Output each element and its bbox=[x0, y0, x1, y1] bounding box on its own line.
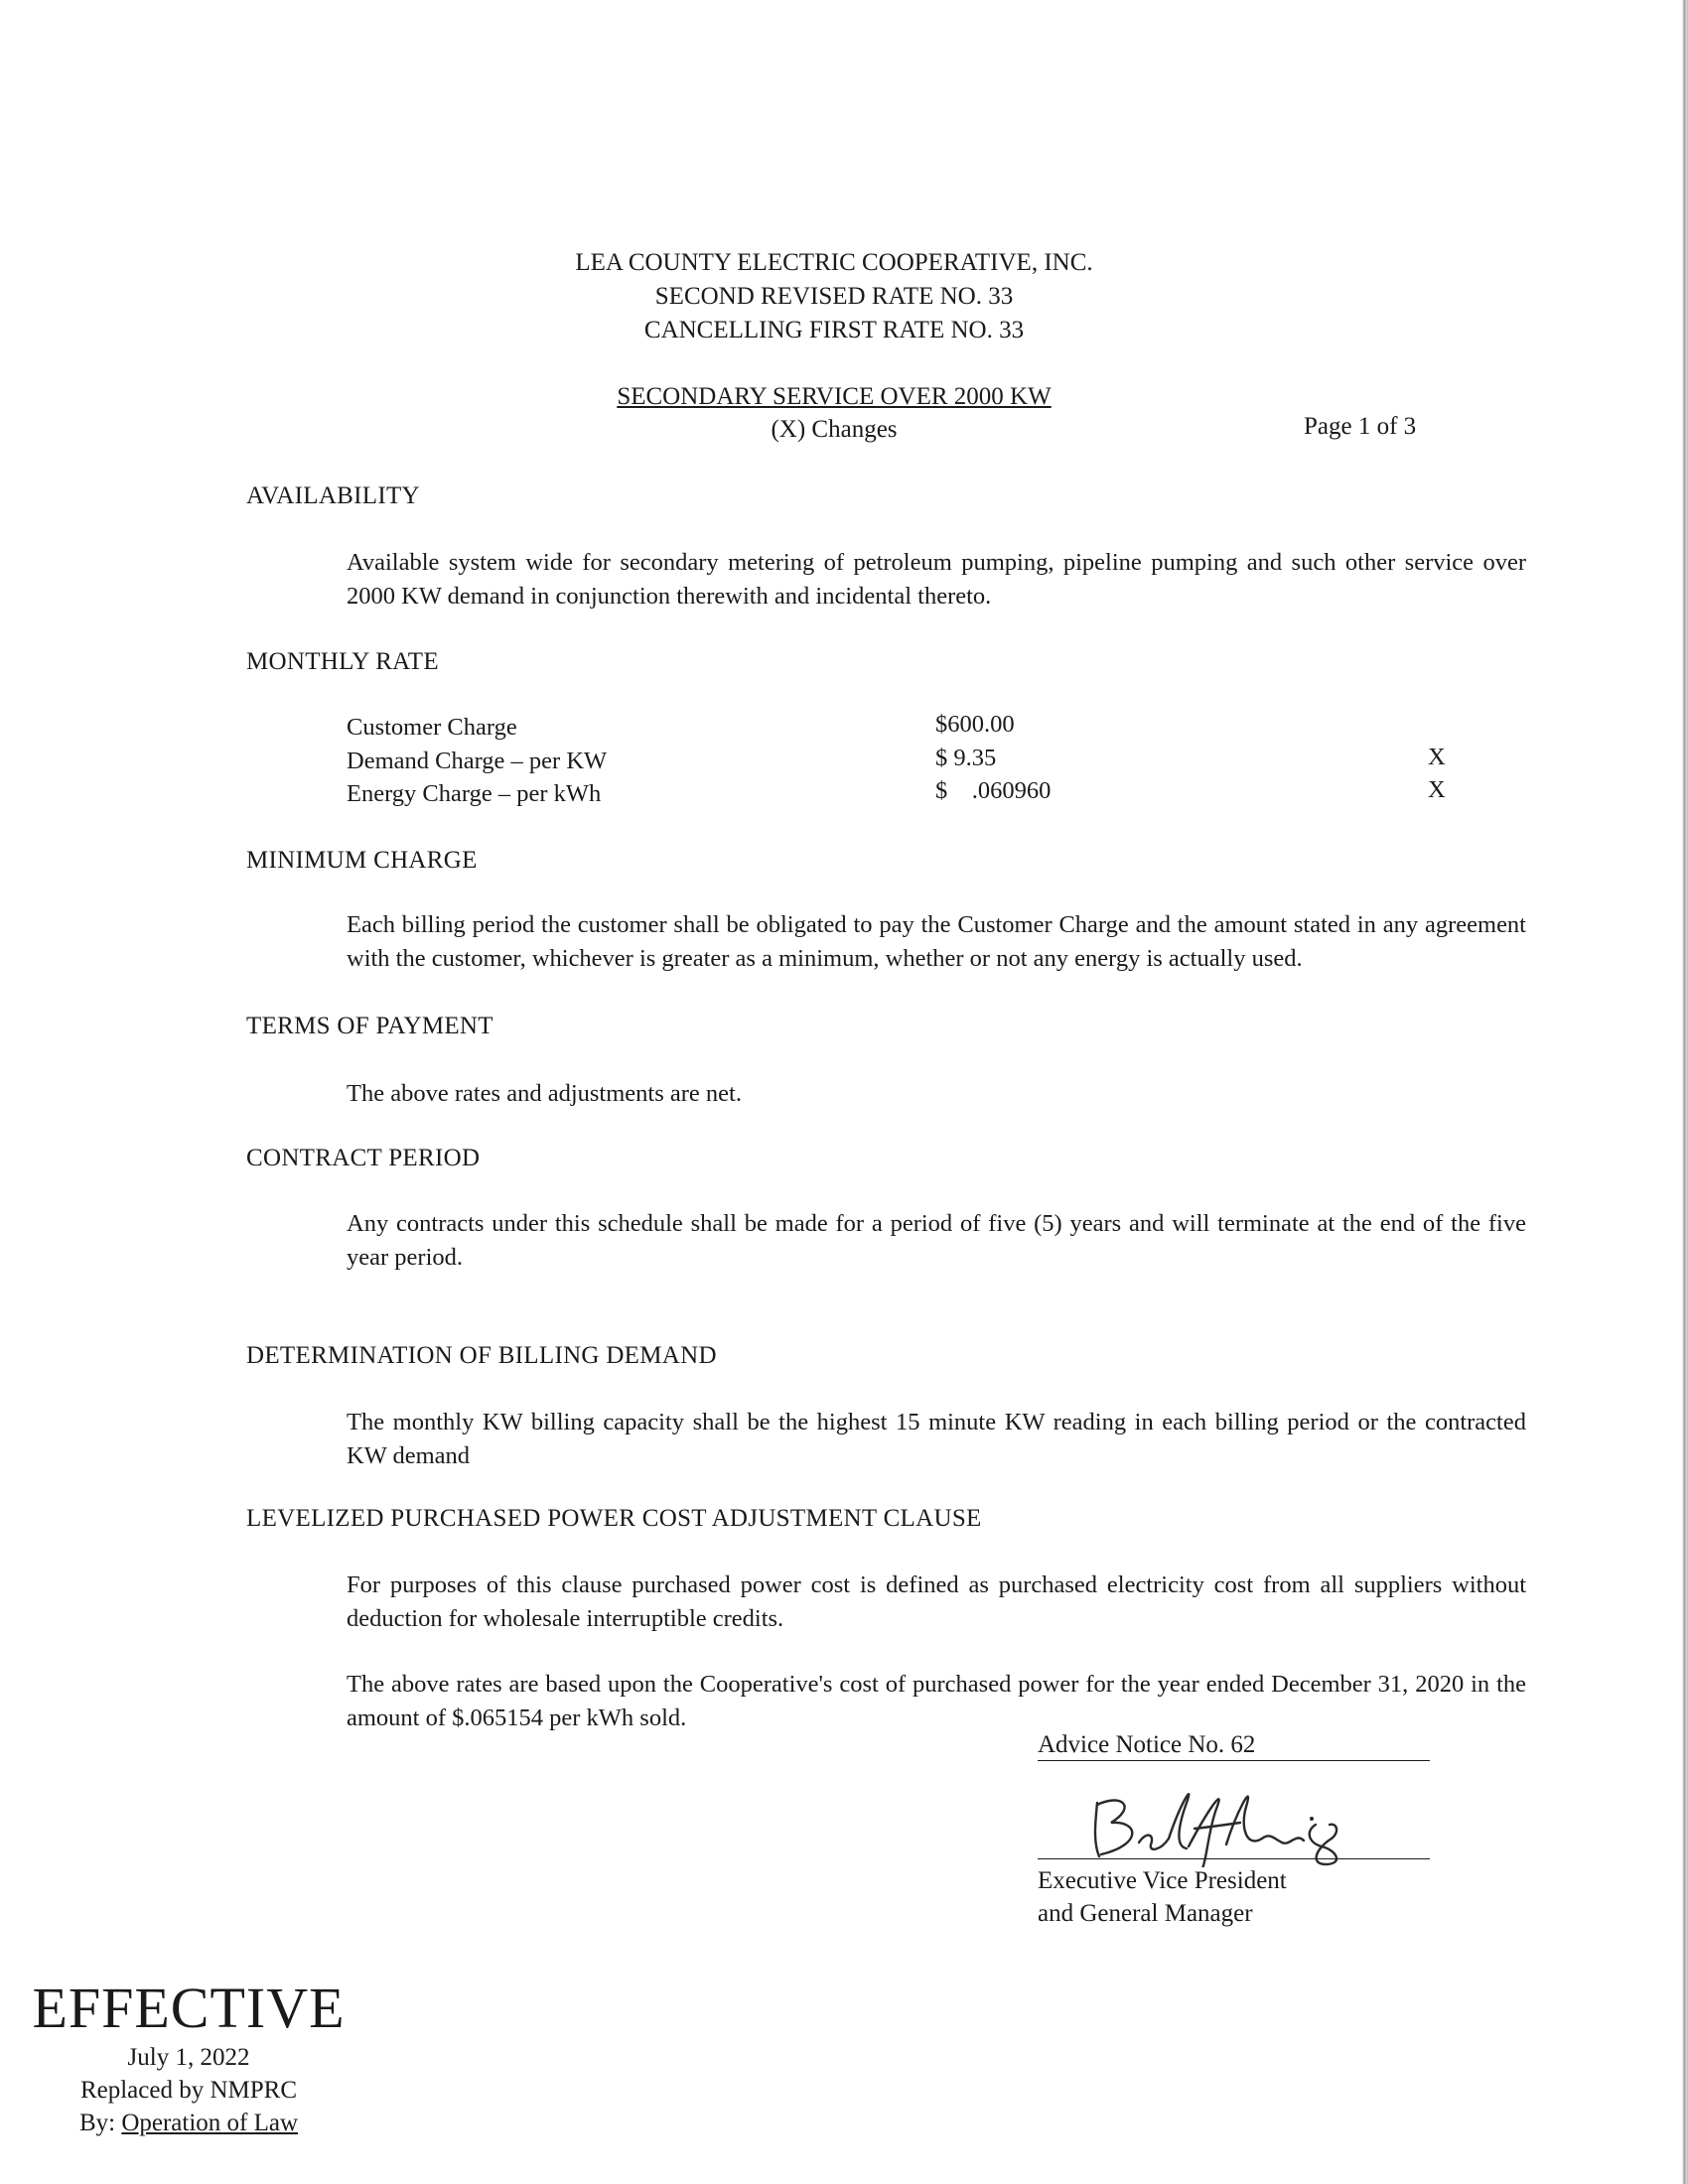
stamp-by-value: Operation of Law bbox=[121, 2110, 299, 2136]
stamp-date: July 1, 2022 bbox=[127, 2044, 250, 2071]
cancelling-rate: CANCELLING FIRST RATE NO. 33 bbox=[643, 317, 1025, 343]
company-name: LEA COUNTY ELECTRIC COOPERATIVE, INC. bbox=[575, 249, 1093, 276]
monthly-rate-heading: MONTHLY RATE bbox=[246, 648, 439, 675]
signer-title-line1: Executive Vice President bbox=[1038, 1867, 1287, 1894]
handwritten-signature bbox=[1077, 1773, 1365, 1867]
signer-title-line2: and General Manager bbox=[1038, 1900, 1253, 1927]
availability-heading: AVAILABILITY bbox=[246, 482, 420, 509]
changes-note: (X) Changes bbox=[771, 416, 898, 443]
energy-charge-value: $ .060960 bbox=[935, 777, 1052, 804]
stamp-replaced: Replaced by NMPRC bbox=[79, 2077, 298, 2104]
contract-period-text: Any contracts under this schedule shall be made for a period of five (5) years and will terminate at the end of the five year period. bbox=[347, 1210, 1526, 1271]
contract-period-heading: CONTRACT PERIOD bbox=[246, 1145, 481, 1171]
scan-edge bbox=[1682, 0, 1688, 2184]
service-title: SECONDARY SERVICE OVER 2000 KW bbox=[617, 383, 1052, 410]
minimum-charge-heading: MINIMUM CHARGE bbox=[246, 847, 478, 874]
customer-charge-label: Customer Charge bbox=[347, 714, 517, 741]
billing-demand-heading: DETERMINATION OF BILLING DEMAND bbox=[246, 1342, 717, 1369]
stamp-status: EFFECTIVE bbox=[32, 1976, 346, 2040]
ppca-definition-text: For purposes of this clause purchased power cost is defined as purchased electricity cost from all suppliers without deduction for wholesale interruptible credits. bbox=[347, 1571, 1526, 1632]
demand-charge-value: $ 9.35 bbox=[935, 745, 997, 771]
demand-charge-label: Demand Charge – per KW bbox=[347, 748, 608, 774]
document-header bbox=[0, 246, 1668, 347]
energy-charge-change-mark: X bbox=[1428, 776, 1446, 803]
ppca-heading: LEVELIZED PURCHASED POWER COST ADJUSTMENT CLAUSE bbox=[246, 1505, 982, 1532]
customer-charge-value: $600.00 bbox=[935, 711, 1015, 738]
advice-notice: Advice Notice No. 62 bbox=[1038, 1731, 1430, 1761]
minimum-charge-text: Each billing period the customer shall be obligated to pay the Customer Charge and the amount stated in any agreement with the customer, whichever is greater as a minimum, whether or not any energy is actually used. bbox=[347, 911, 1526, 972]
ppca-basis-text: The above rates are based upon the Cooperative's cost of purchased power for the year ended December 31, 2020 in the amount of $.065154 per kWh sold. bbox=[347, 1671, 1526, 1731]
availability-text: Available system wide for secondary metering of petroleum pumping, pipeline pumping and such other service over 2000 KW demand in conjunction therewith and incidental thereto. bbox=[347, 549, 1526, 610]
effective-stamp bbox=[20, 1976, 357, 2139]
stamp-by bbox=[20, 2107, 357, 2139]
energy-charge-label: Energy Charge – per kWh bbox=[347, 780, 602, 807]
terms-of-payment-text: The above rates and adjustments are net. bbox=[347, 1080, 742, 1107]
signature-line bbox=[1038, 1858, 1430, 1859]
stamp-by-prefix: By: bbox=[78, 2110, 122, 2136]
terms-of-payment-heading: TERMS OF PAYMENT bbox=[246, 1013, 493, 1039]
billing-demand-text: The monthly KW billing capacity shall be the highest 15 minute KW reading in each billing period or the contracted KW demand bbox=[347, 1409, 1526, 1469]
demand-charge-change-mark: X bbox=[1428, 744, 1446, 770]
page-number: Page 1 of 3 bbox=[1304, 413, 1417, 440]
rate-number: SECOND REVISED RATE NO. 33 bbox=[654, 283, 1014, 310]
